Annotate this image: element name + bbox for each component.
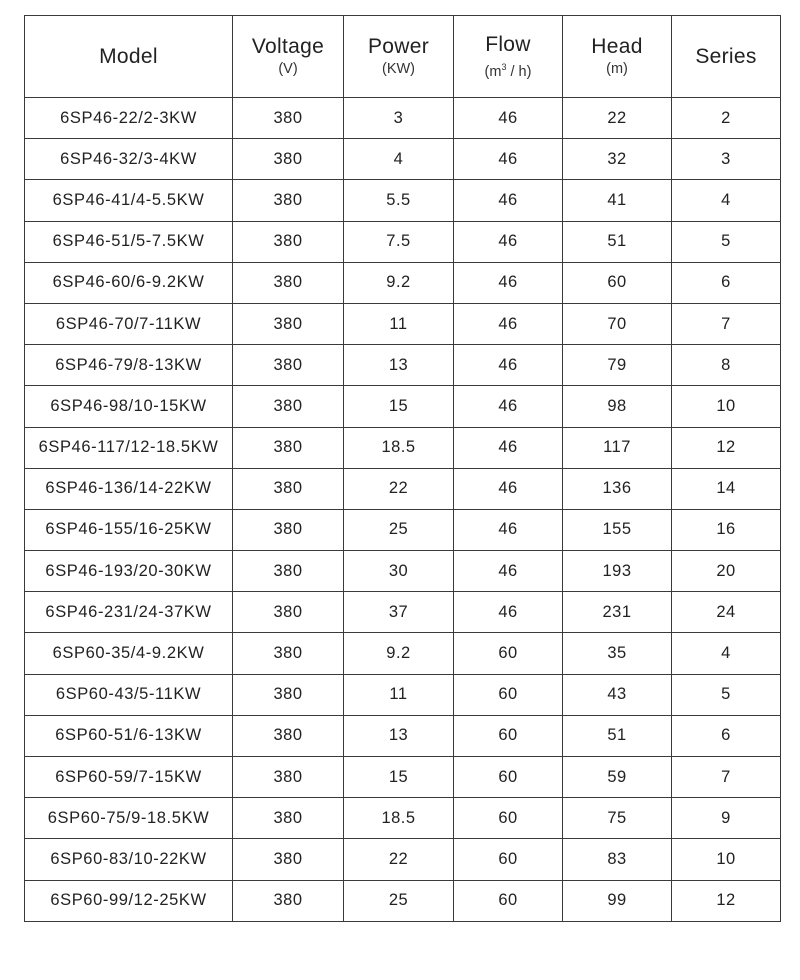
cell-flow: 60 bbox=[454, 798, 563, 839]
table-row bbox=[25, 345, 781, 386]
table-row bbox=[25, 180, 781, 221]
cell-model: 6SP60-35/4-9.2KW bbox=[25, 633, 233, 674]
cell-series: 24 bbox=[672, 592, 781, 633]
cell-voltage: 380 bbox=[233, 386, 344, 427]
cell-voltage: 380 bbox=[233, 509, 344, 550]
cell-series: 4 bbox=[672, 633, 781, 674]
cell-flow: 46 bbox=[454, 221, 563, 262]
cell-head: 43 bbox=[563, 674, 672, 715]
cell-power: 15 bbox=[344, 757, 454, 798]
header-flow-unit bbox=[454, 57, 562, 82]
cell-model: 6SP60-59/7-15KW bbox=[25, 757, 233, 798]
table-row bbox=[25, 139, 781, 180]
table-row bbox=[25, 674, 781, 715]
cell-flow: 46 bbox=[454, 139, 563, 180]
cell-flow: 46 bbox=[454, 262, 563, 303]
cell-model: 6SP60-51/6-13KW bbox=[25, 715, 233, 756]
cell-voltage: 380 bbox=[233, 633, 344, 674]
cell-voltage: 380 bbox=[233, 798, 344, 839]
flow-unit-pre: (m bbox=[484, 63, 502, 80]
cell-power: 30 bbox=[344, 551, 454, 592]
cell-series: 5 bbox=[672, 674, 781, 715]
header-series bbox=[672, 16, 781, 98]
cell-flow: 46 bbox=[454, 345, 563, 386]
header-model-label: Model bbox=[99, 45, 158, 68]
cell-model: 6SP46-51/5-7.5KW bbox=[25, 221, 233, 262]
cell-model: 6SP46-41/4-5.5KW bbox=[25, 180, 233, 221]
header-voltage-label: Voltage bbox=[251, 35, 325, 58]
cell-power: 22 bbox=[344, 839, 454, 880]
header-flow bbox=[454, 16, 563, 98]
table-row bbox=[25, 592, 781, 633]
cell-series: 9 bbox=[672, 798, 781, 839]
cell-power: 9.2 bbox=[344, 262, 454, 303]
cell-model: 6SP46-155/16-25KW bbox=[25, 509, 233, 550]
cell-flow: 46 bbox=[454, 303, 563, 344]
cell-flow: 60 bbox=[454, 839, 563, 880]
cell-power: 13 bbox=[344, 345, 454, 386]
header-head-unit: (m) bbox=[606, 61, 628, 77]
cell-power: 25 bbox=[344, 880, 454, 921]
cell-head: 83 bbox=[563, 839, 672, 880]
cell-flow: 60 bbox=[454, 715, 563, 756]
flow-unit-sup: 3 bbox=[501, 61, 507, 72]
cell-flow: 46 bbox=[454, 386, 563, 427]
cell-voltage: 380 bbox=[233, 468, 344, 509]
cell-model: 6SP60-99/12-25KW bbox=[25, 880, 233, 921]
cell-series: 2 bbox=[672, 98, 781, 139]
cell-head: 75 bbox=[563, 798, 672, 839]
cell-head: 70 bbox=[563, 303, 672, 344]
cell-voltage: 380 bbox=[233, 139, 344, 180]
cell-model: 6SP46-70/7-11KW bbox=[25, 303, 233, 344]
cell-head: 51 bbox=[563, 221, 672, 262]
cell-series: 7 bbox=[672, 303, 781, 344]
cell-voltage: 380 bbox=[233, 98, 344, 139]
header-head bbox=[563, 16, 672, 98]
cell-voltage: 380 bbox=[233, 715, 344, 756]
table-row bbox=[25, 509, 781, 550]
header-voltage-unit: (V) bbox=[278, 61, 298, 77]
cell-voltage: 380 bbox=[233, 551, 344, 592]
cell-series: 12 bbox=[672, 427, 781, 468]
cell-voltage: 380 bbox=[233, 880, 344, 921]
flow-unit-post: / h) bbox=[506, 63, 532, 80]
cell-head: 35 bbox=[563, 633, 672, 674]
table-row bbox=[25, 98, 781, 139]
cell-head: 99 bbox=[563, 880, 672, 921]
table-body bbox=[25, 98, 781, 922]
cell-head: 51 bbox=[563, 715, 672, 756]
cell-power: 18.5 bbox=[344, 798, 454, 839]
cell-power: 18.5 bbox=[344, 427, 454, 468]
table-row bbox=[25, 303, 781, 344]
cell-flow: 46 bbox=[454, 427, 563, 468]
cell-model: 6SP46-231/24-37KW bbox=[25, 592, 233, 633]
header-power-unit: (KW) bbox=[381, 61, 415, 77]
header-flow-label: Flow bbox=[485, 32, 531, 56]
cell-head: 98 bbox=[563, 386, 672, 427]
cell-power: 13 bbox=[344, 715, 454, 756]
cell-series: 14 bbox=[672, 468, 781, 509]
cell-head: 136 bbox=[563, 468, 672, 509]
table-row bbox=[25, 798, 781, 839]
cell-flow: 60 bbox=[454, 633, 563, 674]
cell-series: 7 bbox=[672, 757, 781, 798]
cell-head: 117 bbox=[563, 427, 672, 468]
cell-series: 20 bbox=[672, 551, 781, 592]
header-voltage bbox=[233, 16, 344, 98]
cell-voltage: 380 bbox=[233, 262, 344, 303]
header-power bbox=[344, 16, 454, 98]
cell-model: 6SP46-98/10-15KW bbox=[25, 386, 233, 427]
cell-power: 11 bbox=[344, 674, 454, 715]
cell-head: 79 bbox=[563, 345, 672, 386]
cell-series: 5 bbox=[672, 221, 781, 262]
table-row bbox=[25, 427, 781, 468]
cell-power: 9.2 bbox=[344, 633, 454, 674]
cell-model: 6SP60-83/10-22KW bbox=[25, 839, 233, 880]
cell-model: 6SP46-60/6-9.2KW bbox=[25, 262, 233, 303]
cell-head: 231 bbox=[563, 592, 672, 633]
cell-power: 37 bbox=[344, 592, 454, 633]
cell-power: 22 bbox=[344, 468, 454, 509]
table-row bbox=[25, 262, 781, 303]
header-series-label: Series bbox=[695, 45, 757, 68]
pump-spec-table bbox=[24, 15, 781, 922]
cell-flow: 46 bbox=[454, 509, 563, 550]
table-row bbox=[25, 715, 781, 756]
cell-voltage: 380 bbox=[233, 674, 344, 715]
cell-flow: 46 bbox=[454, 98, 563, 139]
cell-flow: 46 bbox=[454, 180, 563, 221]
cell-head: 59 bbox=[563, 757, 672, 798]
cell-model: 6SP46-136/14-22KW bbox=[25, 468, 233, 509]
cell-power: 25 bbox=[344, 509, 454, 550]
cell-voltage: 380 bbox=[233, 180, 344, 221]
header-power-label: Power bbox=[367, 35, 430, 58]
table-row bbox=[25, 551, 781, 592]
cell-model: 6SP46-32/3-4KW bbox=[25, 139, 233, 180]
cell-series: 4 bbox=[672, 180, 781, 221]
cell-series: 16 bbox=[672, 509, 781, 550]
cell-voltage: 380 bbox=[233, 592, 344, 633]
cell-flow: 60 bbox=[454, 757, 563, 798]
table-row bbox=[25, 468, 781, 509]
table-row bbox=[25, 386, 781, 427]
cell-head: 41 bbox=[563, 180, 672, 221]
cell-series: 12 bbox=[672, 880, 781, 921]
cell-flow: 46 bbox=[454, 551, 563, 592]
cell-series: 10 bbox=[672, 839, 781, 880]
cell-flow: 46 bbox=[454, 592, 563, 633]
cell-series: 3 bbox=[672, 139, 781, 180]
cell-model: 6SP46-22/2-3KW bbox=[25, 98, 233, 139]
cell-head: 32 bbox=[563, 139, 672, 180]
table-row bbox=[25, 880, 781, 921]
cell-model: 6SP60-75/9-18.5KW bbox=[25, 798, 233, 839]
cell-flow: 60 bbox=[454, 880, 563, 921]
cell-model: 6SP60-43/5-11KW bbox=[25, 674, 233, 715]
cell-series: 8 bbox=[672, 345, 781, 386]
cell-series: 6 bbox=[672, 715, 781, 756]
cell-model: 6SP46-79/8-13KW bbox=[25, 345, 233, 386]
cell-power: 4 bbox=[344, 139, 454, 180]
cell-power: 11 bbox=[344, 303, 454, 344]
cell-power: 15 bbox=[344, 386, 454, 427]
cell-flow: 46 bbox=[454, 468, 563, 509]
table-row bbox=[25, 221, 781, 262]
cell-head: 155 bbox=[563, 509, 672, 550]
cell-model: 6SP46-193/20-30KW bbox=[25, 551, 233, 592]
cell-voltage: 380 bbox=[233, 427, 344, 468]
table-row bbox=[25, 633, 781, 674]
cell-model: 6SP46-117/12-18.5KW bbox=[25, 427, 233, 468]
cell-voltage: 380 bbox=[233, 303, 344, 344]
cell-head: 60 bbox=[563, 262, 672, 303]
cell-voltage: 380 bbox=[233, 345, 344, 386]
cell-voltage: 380 bbox=[233, 757, 344, 798]
header-row bbox=[25, 16, 781, 98]
cell-voltage: 380 bbox=[233, 221, 344, 262]
cell-series: 10 bbox=[672, 386, 781, 427]
cell-series: 6 bbox=[672, 262, 781, 303]
cell-power: 3 bbox=[344, 98, 454, 139]
header-model bbox=[25, 16, 233, 98]
table-row bbox=[25, 839, 781, 880]
header-head-label: Head bbox=[591, 35, 643, 58]
cell-head: 193 bbox=[563, 551, 672, 592]
table-row bbox=[25, 757, 781, 798]
cell-voltage: 380 bbox=[233, 839, 344, 880]
cell-power: 7.5 bbox=[344, 221, 454, 262]
cell-head: 22 bbox=[563, 98, 672, 139]
cell-power: 5.5 bbox=[344, 180, 454, 221]
cell-flow: 60 bbox=[454, 674, 563, 715]
